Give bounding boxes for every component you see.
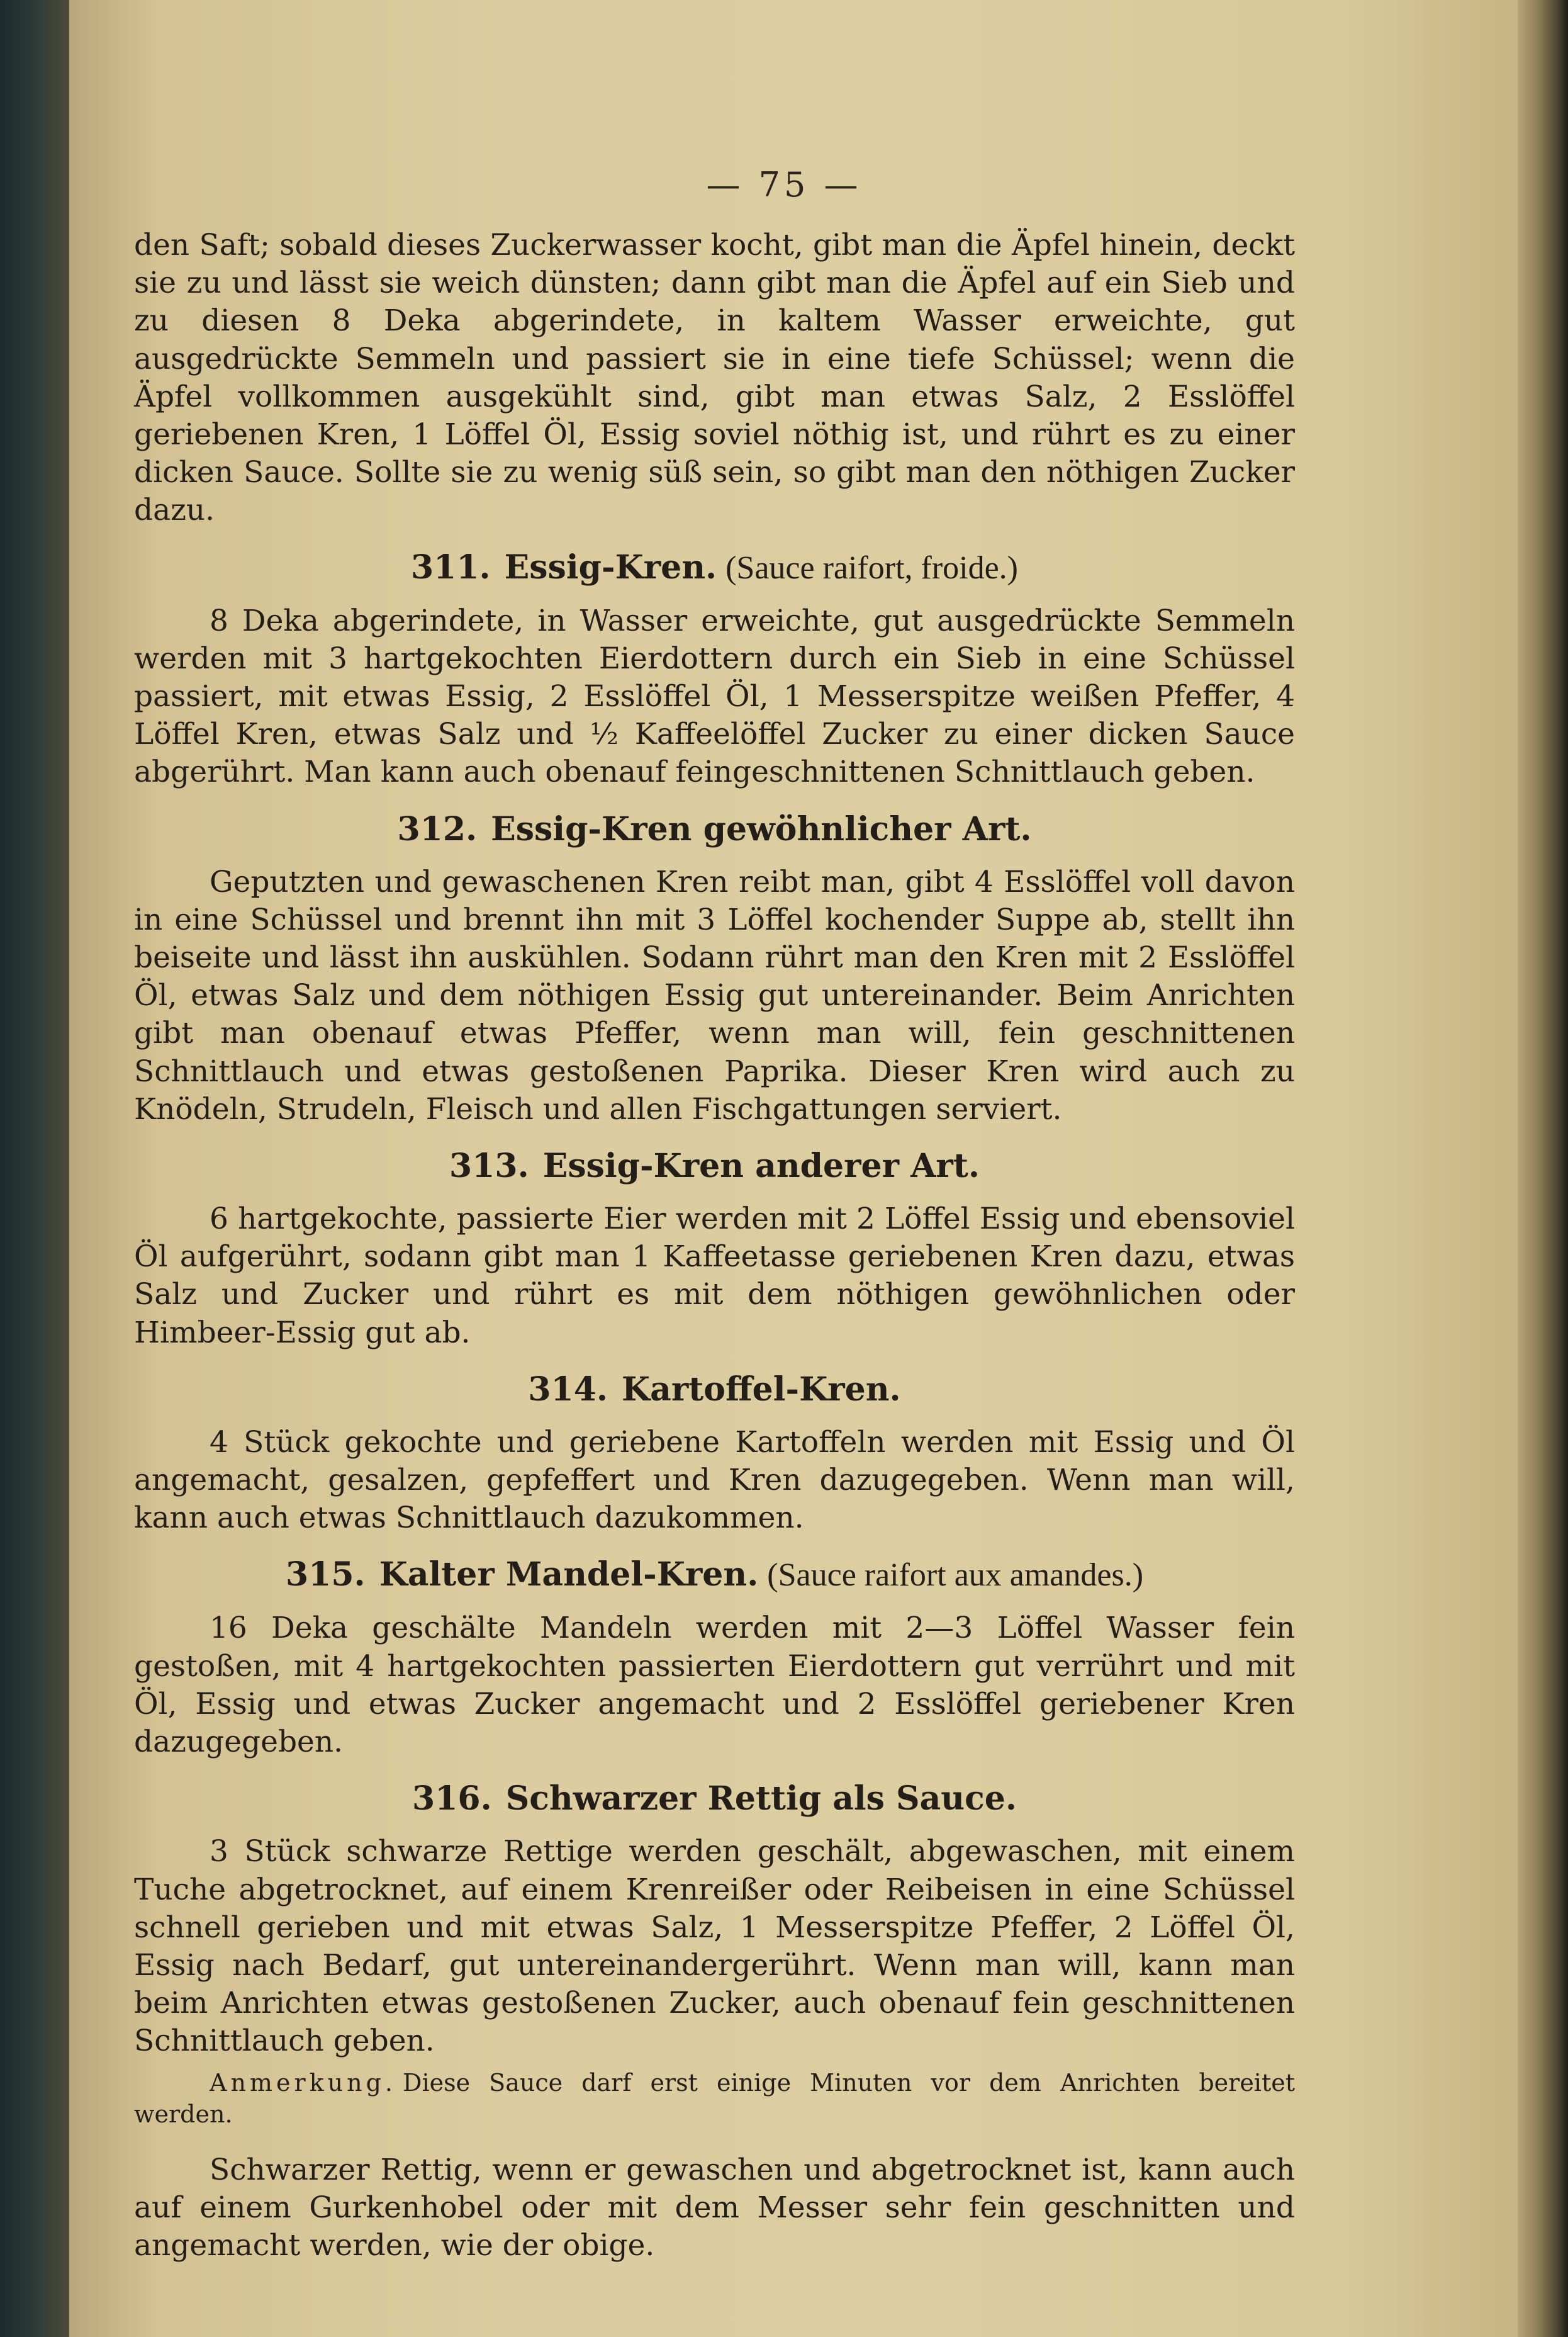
recipe-french-title: (Sauce raifort aux amandes.) [767,1557,1144,1594]
recipe-heading-314 [134,1370,1295,1410]
recipe-heading-311 [134,548,1295,588]
recipe-title: Schwarzer Rettig als Sauce. [505,1779,1017,1818]
recipe-number: 313. [449,1147,529,1186]
recipe-paragraph: 6 hartgekochte, passierte Eier werden mit 2 Löffel Essig und ebensoviel Öl aufgerührt, sodann gibt man 1 Kaffeetasse geriebenen Kren dazu, etwas Salz und Zucker und rührt es mit dem nöthigen gewöhnlichen oder Himbeer-Essig gut ab. [134,1202,1295,1350]
recipe-paragraph: 8 Deka abgerindete, in Wasser erweichte, gut ausgedrückte Semmeln werden mit 3 hartgekochten Eierdottern durch ein Sieb in eine Schüssel passiert, mit etwas Essig, 2 Esslöffel Öl, 1 Messerspitze weißen Pfeffer, 4 Löffel Kren, etwas Salz und ½ Kaffeelöffel Zucker zu einer dicken Sauce abgerührt. Man kann auch obenauf feingeschnittenen Schnittlauch geben. [134,603,1295,790]
note-label: Anmerkung. [210,2068,396,2097]
recipe-title: Essig-Kren gewöhnlicher Art. [491,809,1032,848]
recipe-number: 312. [397,809,478,848]
recipe-paragraph: Geputzten und gewaschenen Kren reibt man, gibt 4 Esslöffel voll davon in eine Schüssel und brennt ihn mit 3 Löffel kochender Suppe ab, stellt ihn beiseite und lässt ihn auskühlen. Sodann rührt man den Kren mit 2 Esslöffel Öl, etwas Salz und dem nöthigen Essig gut untereinander. Beim Anrichten gibt man obenauf etwas Pfeffer, wenn man will, fein geschnittenen Schnittlauch und etwas gestoßenen Paprika. Dieser Kren wird auch zu Knödeln, Strudeln, Fleisch und allen Fischgattungen serviert. [134,864,1295,1127]
recipe-paragraph: 4 Stück gekochte und geriebene Kartoffeln werden mit Essig und Öl angemacht, gesalzen, gepfeffert und Kren dazugegeben. Wenn man will, kann auch etwas Schnittlauch dazukommen. [134,1424,1295,1536]
recipe-title: Kartoffel-Kren. [621,1370,901,1409]
recipe-paragraph: 16 Deka geschälte Mandeln werden mit 2—3 Löffel Wasser fein gestoßen, mit 4 hartgekochten passierten Eierdottern gut verrührt und mit Öl, Essig und etwas Zucker angemacht und 2 Esslöffel geriebener Kren dazugegeben. [134,1611,1295,1760]
recipe-paragraph: 3 Stück schwarze Rettige werden geschält, abgewaschen, mit einem Tuche abgetrocknet, auf einem Krenreißer oder Reibeisen in eine Schüssel schnell gerieben und mit etwas Salz, 1 Messerspitze Pfeffer, 2 Löffel Öl, Essig nach Bedarf, gut untereinandergerührt. Wenn man will, kann man beim Anrichten etwas gestoßenen Zucker, auch obenauf fein geschnittenen Schnittlauch geben. [134,1834,1295,2059]
recipe-number: 315. [285,1555,366,1594]
recipe-heading-315 [134,1555,1295,1596]
recipe-title: Kalter Mandel-Kren. [379,1555,759,1594]
recipe-french-title: (Sauce raifort, froide.) [725,549,1018,586]
recipe-heading-312 [134,809,1295,850]
recipe-number: 316. [412,1779,492,1818]
recipe-number: 314. [528,1370,608,1409]
body-text [134,227,1295,2265]
note-text: Diese Sauce darf erst einige Minuten vor dem Anrichten bereitet werden. [134,2068,1295,2128]
recipe-title: Essig-Kren. [504,548,717,587]
recipe-note [134,2067,1295,2130]
page-edge [1518,0,1568,2337]
recipe-number: 311. [410,548,491,587]
recipe-title: Essig-Kren anderer Art. [542,1147,980,1186]
recipe-heading-316 [134,1779,1295,1819]
intro-paragraph: den Saft; sobald dieses Zuckerwasser kocht, gibt man die Äpfel hinein, deckt sie zu und lässt sie weich dünsten; dann gibt man die Äpfel auf ein Sieb und zu diesen 8 Deka abgerindete, in kaltem Wasser erweichte, gut ausgedrückte Semmeln und passiert sie in eine tiefe Schüssel; wenn die Äpfel vollkommen ausgekühlt sind, gibt man etwas Salz, 2 Esslöffel geriebenen Kren, 1 Löffel Öl, Essig soviel nöthig ist, und rührt es zu einer dicken Sauce. Sollte sie zu wenig süß sein, so gibt man den nöthigen Zucker dazu. [134,228,1295,528]
recipe-heading-313 [134,1146,1295,1186]
closing-paragraph: Schwarzer Rettig, wenn er gewaschen und abgetrocknet ist, kann auch auf einem Gurkenhobel oder mit dem Messer sehr fein geschnitten und angemacht werden, wie der obige. [134,2152,1295,2263]
page-number: — 75 — [706,165,862,205]
